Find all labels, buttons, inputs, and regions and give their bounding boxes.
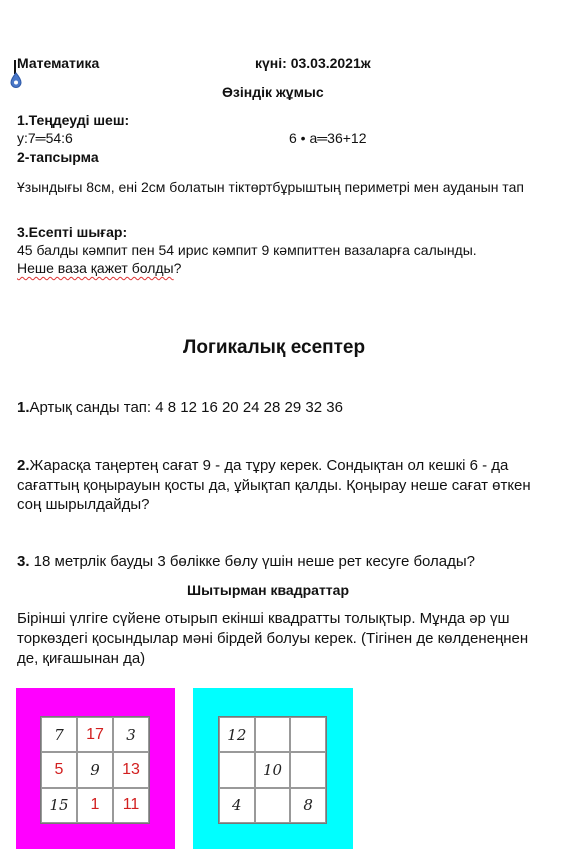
logic-q1-number: 1.	[17, 399, 30, 416]
logic-q1-text: Артық санды тап: 4 8 12 16 20 24 28 29 32 36	[29, 399, 343, 416]
magic-square-number: 15	[49, 796, 69, 815]
magic-square-number: 8	[303, 796, 313, 815]
magic-square-number: 5	[54, 760, 64, 778]
magic-square-number: 17	[86, 725, 104, 743]
magic-square-cell[interactable]	[219, 752, 255, 787]
magic-square-cell	[77, 752, 113, 787]
magic-square-number: 3	[126, 725, 136, 744]
magic-square-number: 11	[122, 796, 140, 814]
magic-square-cell	[113, 788, 149, 823]
magic-square-example	[40, 716, 150, 824]
magic-square-cell	[113, 752, 149, 787]
magic-square-number: 1	[90, 796, 100, 814]
task3-line1: 45 балды кәмпит пен 54 ирис кәмпит 9 кәмпиттен вазаларға салынды.	[17, 242, 477, 258]
magic-square-cell[interactable]	[255, 788, 291, 823]
magic-square-cell	[41, 788, 77, 823]
subject-label: Математика	[17, 55, 100, 71]
magic-square-number: 7	[54, 725, 64, 744]
magic-square-number: 12	[227, 725, 247, 744]
magic-square-task	[218, 716, 327, 824]
date-label: күні: 03.03.2021ж	[255, 55, 371, 71]
task3-line2	[17, 260, 181, 276]
logic-q3-number: 3.	[17, 553, 30, 570]
logic-q2	[17, 456, 547, 515]
magic-square-cell[interactable]	[255, 717, 291, 752]
magic-square-number: 4	[232, 796, 242, 815]
logic-q2-number: 2.	[17, 457, 30, 474]
magic-square-cell	[255, 752, 291, 787]
magic-square-number: 10	[262, 760, 283, 779]
magic-square-cell[interactable]	[290, 717, 326, 752]
task3-title: 3.Есепті шығар:	[17, 224, 128, 240]
logic-q2-text: Жарасқа таңертең сағат 9 - да тұру керек. Сондықтан ол кешкі 6 - да сағаттың қоңырауын қосты да, ұйықтап қалды. Қоңырау неше сағат өткен соң шырылдайды?	[17, 457, 531, 513]
task1-title: 1.Теңдеуді шеш:	[17, 112, 130, 128]
logic-heading: Логикалық есептер	[183, 337, 366, 358]
magic-square-cell	[219, 717, 255, 752]
magic-square-cell[interactable]	[290, 752, 326, 787]
magic-square-cell	[290, 788, 326, 823]
magic-square-cell	[41, 752, 77, 787]
task2-title: 2-тапсырма	[17, 149, 99, 165]
water-drop-icon	[10, 72, 22, 88]
work-title: Өзіндік жұмыс	[222, 84, 324, 100]
logic-q1	[17, 399, 343, 416]
magic-square-number: 9	[90, 760, 100, 779]
magic-square-cell	[113, 717, 149, 752]
magic-square-cell	[41, 717, 77, 752]
task1-equation-2: 6 • а═36+12	[289, 130, 367, 146]
task1-equation-1: у:7═54:6	[17, 130, 73, 146]
logic-q3-text: 18 метрлік бауды 3 бөлікке бөлу үшін неше рет кесуге болады?	[29, 553, 476, 570]
task2-text: Ұзындығы 8см, ені 2см болатын тіктөртбұрыштың периметрі мен ауданын тап	[17, 179, 524, 195]
task3-question-underlined: Неше ваза қажет болды	[17, 260, 174, 276]
task3-question-mark: ?	[173, 260, 182, 276]
magic-square-number: 13	[122, 760, 140, 778]
logic-q3	[17, 553, 475, 570]
magic-square-cell	[77, 717, 113, 752]
magic-instructions: Бірінші үлгіге сүйене отырып екінші квадратты толықтыр. Мұнда әр үш торкөздегі қосындылар мәні бірдей болуы керек. (Тігінен де көлденеңнен де, қиғашынан да)	[17, 610, 529, 667]
magic-square-cell	[77, 788, 113, 823]
magic-square-cell	[219, 788, 255, 823]
magic-heading: Шытырман квадраттар	[187, 582, 349, 598]
